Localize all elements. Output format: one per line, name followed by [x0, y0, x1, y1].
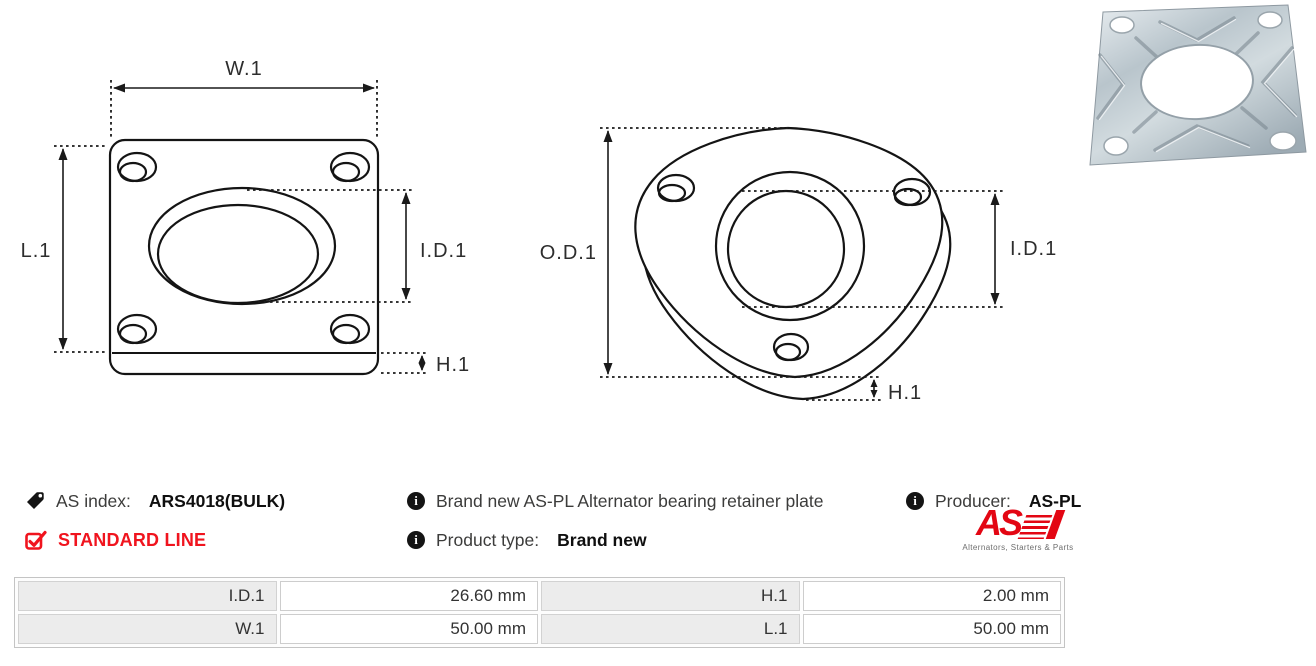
info-icon: i [906, 492, 924, 510]
front-height-label: H.1 [436, 354, 471, 376]
table-row [18, 581, 1061, 611]
spec-label-cell: I.D.1 [18, 581, 277, 611]
product-photo[interactable] [1090, 5, 1306, 165]
profile-outer-dia-label: O.D.1 [539, 242, 597, 264]
logo-tagline: Alternators, Starters & Parts [962, 543, 1074, 552]
spec-value-cell: 2.00 mm [803, 581, 1062, 611]
description-row [407, 489, 824, 513]
profile-view-drawing [635, 128, 950, 399]
product-type-row [407, 528, 647, 552]
table-row [18, 614, 1061, 644]
front-length-label: L.1 [20, 240, 52, 262]
front-width-label: W.1 [225, 58, 263, 80]
profile-inner-dia-label: I.D.1 [1010, 238, 1058, 260]
spec-value-cell: 50.00 mm [280, 614, 539, 644]
as-index-row [25, 489, 285, 513]
spec-value-cell: 26.60 mm [280, 581, 539, 611]
producer-label: Producer: [935, 490, 1011, 511]
spec-label-cell: H.1 [541, 581, 800, 611]
standard-line-label: STANDARD LINE [58, 529, 207, 550]
spec-label-cell: L.1 [541, 614, 800, 644]
checked-checkbox-icon [25, 530, 47, 550]
spec-value-cell: 50.00 mm [803, 614, 1062, 644]
plate-face-outline [635, 128, 942, 377]
info-icon: i [407, 492, 425, 510]
product-type-label: Product type: [436, 529, 540, 550]
logo-mark [975, 502, 1060, 543]
spec-table [14, 577, 1065, 648]
front-inner-dia-label: I.D.1 [420, 240, 468, 262]
standard-line-row [25, 528, 206, 552]
tag-icon [25, 491, 45, 511]
description-text: Brand new AS-PL Alternator bearing retainer plate [436, 490, 824, 511]
as-index-value: ARS4018(BULK) [148, 490, 286, 511]
as-index-label: AS index: [56, 490, 131, 511]
profile-height-label: H.1 [888, 382, 923, 404]
front-view-drawing [110, 140, 378, 374]
producer-value: AS-PL [1028, 490, 1082, 511]
logo-as-text: AS [975, 502, 1020, 543]
spec-label-cell: W.1 [18, 614, 277, 644]
product-type-value: Brand new [557, 529, 647, 550]
info-icon: i [407, 531, 425, 549]
brand-logo [958, 502, 1078, 552]
